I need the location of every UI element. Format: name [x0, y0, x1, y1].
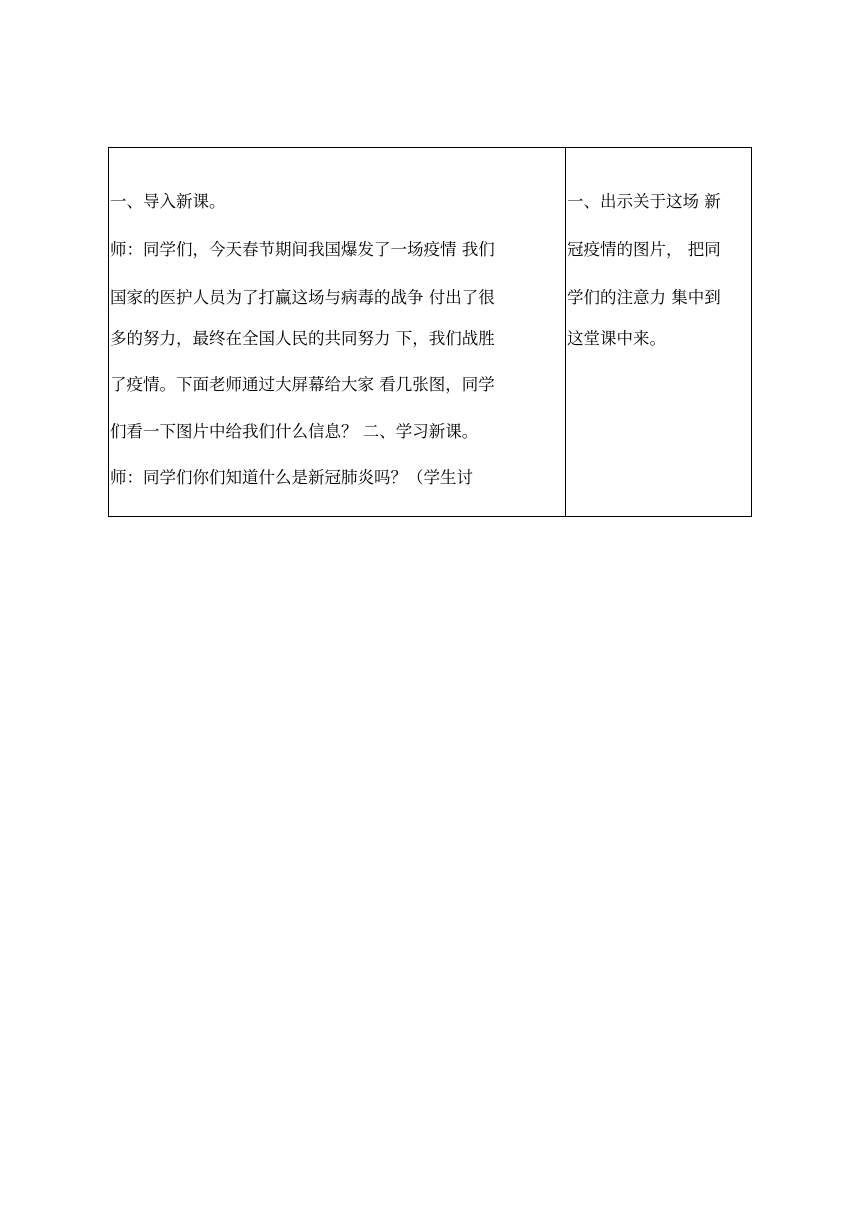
teaching-process-cell: [109, 148, 566, 516]
text-line: 冠疫情的图片， 把同: [567, 240, 721, 259]
text-line: 一、导入新课。: [110, 192, 226, 211]
text-line: 师：同学们你们知道什么是新冠肺炎吗？（学生讨: [110, 468, 473, 487]
design-intent-cell: [566, 148, 751, 516]
lesson-table: [108, 147, 752, 517]
text-line: 国家的医护人员为了打赢这场与病毒的战争 付出了很: [110, 288, 495, 307]
text-line: 们看一下图片中给我们什么信息？ 二、学习新课。: [110, 422, 479, 441]
text-line: 这堂课中来。: [567, 329, 666, 348]
text-line: 学们的注意力 集中到: [567, 288, 721, 307]
text-line: 师：同学们，今天春节期间我国爆发了一场疫情 我们: [110, 240, 495, 259]
text-line: 一、出示关于这场 新: [567, 192, 721, 211]
text-line: 了疫情。下面老师通过大屏幕给大家 看几张图，同学: [110, 375, 495, 394]
text-line: 多的努力，最终在全国人民的共同努力 下，我们战胜: [110, 329, 495, 348]
